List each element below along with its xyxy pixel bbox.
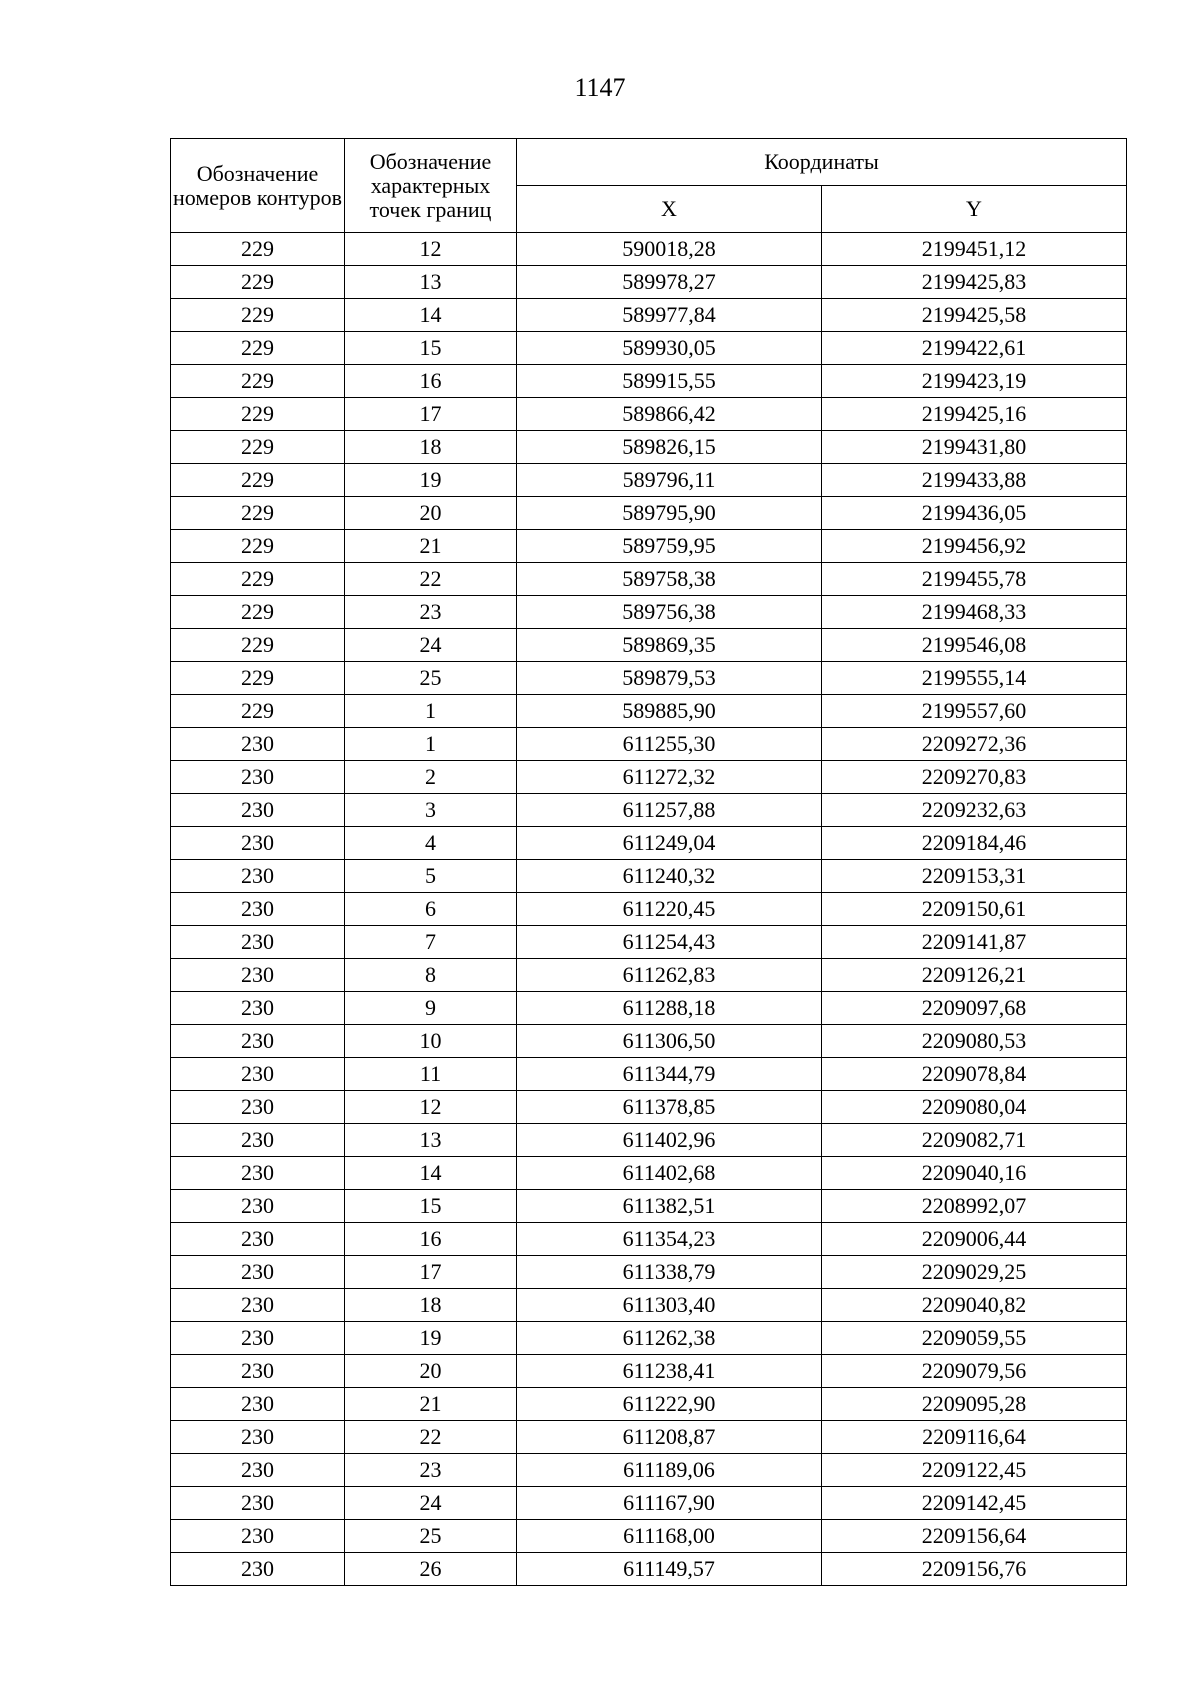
cell-point-number: 12 [345, 233, 517, 266]
cell-y: 2199555,14 [822, 662, 1127, 695]
cell-contour-number: 230 [171, 1091, 345, 1124]
cell-y: 2199425,58 [822, 299, 1127, 332]
table-row [171, 464, 1127, 497]
cell-y: 2209272,36 [822, 728, 1127, 761]
table-body [171, 233, 1127, 1586]
table-row [171, 1190, 1127, 1223]
cell-y: 2209122,45 [822, 1454, 1127, 1487]
cell-x: 589756,38 [517, 596, 822, 629]
cell-contour-number: 230 [171, 761, 345, 794]
cell-x: 589758,38 [517, 563, 822, 596]
coordinates-table [170, 138, 1127, 1586]
table-row [171, 827, 1127, 860]
cell-y: 2209040,16 [822, 1157, 1127, 1190]
table-row [171, 431, 1127, 464]
cell-y: 2209095,28 [822, 1388, 1127, 1421]
table-row [171, 1256, 1127, 1289]
cell-point-number: 1 [345, 728, 517, 761]
table-row [171, 332, 1127, 365]
cell-point-number: 21 [345, 1388, 517, 1421]
cell-point-number: 19 [345, 464, 517, 497]
cell-x: 611382,51 [517, 1190, 822, 1223]
table-row [171, 629, 1127, 662]
cell-x: 589795,90 [517, 497, 822, 530]
cell-x: 611168,00 [517, 1520, 822, 1553]
page-number: 1147 [574, 73, 626, 102]
cell-y: 2199425,16 [822, 398, 1127, 431]
table-row [171, 926, 1127, 959]
cell-point-number: 24 [345, 1487, 517, 1520]
cell-contour-number: 230 [171, 1223, 345, 1256]
table-row [171, 695, 1127, 728]
cell-x: 611255,30 [517, 728, 822, 761]
cell-y: 2199436,05 [822, 497, 1127, 530]
cell-x: 611208,87 [517, 1421, 822, 1454]
cell-contour-number: 230 [171, 827, 345, 860]
cell-point-number: 20 [345, 1355, 517, 1388]
cell-contour-number: 230 [171, 1520, 345, 1553]
cell-x: 589977,84 [517, 299, 822, 332]
cell-point-number: 16 [345, 1223, 517, 1256]
cell-y: 2209059,55 [822, 1322, 1127, 1355]
cell-y: 2199455,78 [822, 563, 1127, 596]
table-row [171, 1289, 1127, 1322]
cell-point-number: 26 [345, 1553, 517, 1586]
cell-y: 2209079,56 [822, 1355, 1127, 1388]
table-row [171, 860, 1127, 893]
cell-point-number: 13 [345, 266, 517, 299]
cell-y: 2199557,60 [822, 695, 1127, 728]
cell-contour-number: 230 [171, 992, 345, 1025]
cell-x: 611354,23 [517, 1223, 822, 1256]
cell-x: 611262,38 [517, 1322, 822, 1355]
cell-x: 611189,06 [517, 1454, 822, 1487]
cell-point-number: 7 [345, 926, 517, 959]
cell-y: 2209040,82 [822, 1289, 1127, 1322]
cell-contour-number: 230 [171, 1058, 345, 1091]
cell-x: 611378,85 [517, 1091, 822, 1124]
cell-x: 611262,83 [517, 959, 822, 992]
cell-contour-number: 229 [171, 233, 345, 266]
cell-contour-number: 230 [171, 1322, 345, 1355]
cell-y: 2199468,33 [822, 596, 1127, 629]
cell-contour-number: 229 [171, 530, 345, 563]
cell-contour-number: 230 [171, 1355, 345, 1388]
header-coordinates: Координаты [517, 139, 1127, 186]
cell-point-number: 17 [345, 1256, 517, 1289]
cell-y: 2199423,19 [822, 365, 1127, 398]
cell-point-number: 10 [345, 1025, 517, 1058]
cell-point-number: 9 [345, 992, 517, 1025]
cell-contour-number: 230 [171, 1553, 345, 1586]
cell-contour-number: 229 [171, 662, 345, 695]
cell-contour-number: 229 [171, 497, 345, 530]
table-row [171, 299, 1127, 332]
cell-contour-number: 229 [171, 365, 345, 398]
table-row [171, 1157, 1127, 1190]
cell-y: 2209156,64 [822, 1520, 1127, 1553]
cell-x: 611167,90 [517, 1487, 822, 1520]
cell-contour-number: 230 [171, 860, 345, 893]
cell-contour-number: 230 [171, 1124, 345, 1157]
cell-y: 2199431,80 [822, 431, 1127, 464]
cell-x: 589826,15 [517, 431, 822, 464]
cell-point-number: 13 [345, 1124, 517, 1157]
cell-x: 611344,79 [517, 1058, 822, 1091]
table-row [171, 1355, 1127, 1388]
cell-y: 2209270,83 [822, 761, 1127, 794]
cell-point-number: 22 [345, 1421, 517, 1454]
cell-contour-number: 229 [171, 695, 345, 728]
cell-contour-number: 230 [171, 1025, 345, 1058]
cell-contour-number: 230 [171, 1487, 345, 1520]
cell-point-number: 24 [345, 629, 517, 662]
header-contour-number: Обозначение номеров контуров [171, 139, 345, 233]
cell-point-number: 14 [345, 299, 517, 332]
table-row [171, 1421, 1127, 1454]
cell-contour-number: 230 [171, 1289, 345, 1322]
cell-contour-number: 229 [171, 563, 345, 596]
table-row [171, 596, 1127, 629]
cell-contour-number: 229 [171, 299, 345, 332]
cell-contour-number: 229 [171, 431, 345, 464]
cell-point-number: 8 [345, 959, 517, 992]
cell-y: 2199433,88 [822, 464, 1127, 497]
cell-x: 611254,43 [517, 926, 822, 959]
cell-x: 611338,79 [517, 1256, 822, 1289]
cell-y: 2208992,07 [822, 1190, 1127, 1223]
cell-x: 611402,68 [517, 1157, 822, 1190]
cell-point-number: 20 [345, 497, 517, 530]
cell-y: 2209150,61 [822, 893, 1127, 926]
cell-point-number: 15 [345, 1190, 517, 1223]
cell-point-number: 23 [345, 596, 517, 629]
cell-x: 589759,95 [517, 530, 822, 563]
cell-x: 611149,57 [517, 1553, 822, 1586]
cell-x: 589866,42 [517, 398, 822, 431]
cell-point-number: 12 [345, 1091, 517, 1124]
cell-contour-number: 230 [171, 1190, 345, 1223]
cell-x: 589869,35 [517, 629, 822, 662]
cell-y: 2209097,68 [822, 992, 1127, 1025]
table-row [171, 1091, 1127, 1124]
table-row [171, 959, 1127, 992]
cell-y: 2209141,87 [822, 926, 1127, 959]
cell-contour-number: 230 [171, 893, 345, 926]
cell-point-number: 5 [345, 860, 517, 893]
cell-x: 590018,28 [517, 233, 822, 266]
cell-point-number: 15 [345, 332, 517, 365]
cell-y: 2209126,21 [822, 959, 1127, 992]
cell-contour-number: 230 [171, 1256, 345, 1289]
cell-point-number: 11 [345, 1058, 517, 1091]
cell-y: 2209082,71 [822, 1124, 1127, 1157]
table-row [171, 1388, 1127, 1421]
table-header [171, 139, 1127, 233]
cell-point-number: 4 [345, 827, 517, 860]
table-row [171, 233, 1127, 266]
cell-point-number: 6 [345, 893, 517, 926]
cell-x: 611222,90 [517, 1388, 822, 1421]
table-row [171, 662, 1127, 695]
cell-y: 2199456,92 [822, 530, 1127, 563]
cell-y: 2209116,64 [822, 1421, 1127, 1454]
cell-contour-number: 229 [171, 398, 345, 431]
table-row [171, 1058, 1127, 1091]
cell-x: 589885,90 [517, 695, 822, 728]
cell-x: 589915,55 [517, 365, 822, 398]
cell-x: 611272,32 [517, 761, 822, 794]
cell-point-number: 2 [345, 761, 517, 794]
table-row [171, 1520, 1127, 1553]
cell-point-number: 22 [345, 563, 517, 596]
cell-point-number: 1 [345, 695, 517, 728]
cell-point-number: 25 [345, 662, 517, 695]
cell-x: 589978,27 [517, 266, 822, 299]
cell-y: 2209142,45 [822, 1487, 1127, 1520]
table-row [171, 1487, 1127, 1520]
header-boundary-point: Обозначение характерных точек границ [345, 139, 517, 233]
cell-contour-number: 229 [171, 629, 345, 662]
cell-contour-number: 230 [171, 959, 345, 992]
cell-y: 2209153,31 [822, 860, 1127, 893]
cell-y: 2209078,84 [822, 1058, 1127, 1091]
cell-point-number: 18 [345, 431, 517, 464]
cell-x: 589930,05 [517, 332, 822, 365]
table-row [171, 1454, 1127, 1487]
table-row [171, 761, 1127, 794]
cell-x: 611402,96 [517, 1124, 822, 1157]
cell-contour-number: 230 [171, 1157, 345, 1190]
table-row [171, 1553, 1127, 1586]
cell-x: 589879,53 [517, 662, 822, 695]
cell-point-number: 14 [345, 1157, 517, 1190]
cell-y: 2209080,04 [822, 1091, 1127, 1124]
table-row [171, 1025, 1127, 1058]
table-row [171, 365, 1127, 398]
cell-contour-number: 230 [171, 1388, 345, 1421]
cell-y: 2199451,12 [822, 233, 1127, 266]
cell-x: 611303,40 [517, 1289, 822, 1322]
cell-x: 611257,88 [517, 794, 822, 827]
cell-y: 2199546,08 [822, 629, 1127, 662]
cell-x: 611220,45 [517, 893, 822, 926]
cell-contour-number: 229 [171, 332, 345, 365]
table-row [171, 530, 1127, 563]
table-row [171, 1223, 1127, 1256]
table-row [171, 398, 1127, 431]
cell-x: 611238,41 [517, 1355, 822, 1388]
table-row [171, 893, 1127, 926]
header-x: X [517, 186, 822, 233]
cell-point-number: 3 [345, 794, 517, 827]
table-row [171, 563, 1127, 596]
cell-contour-number: 230 [171, 728, 345, 761]
cell-contour-number: 230 [171, 926, 345, 959]
cell-y: 2209080,53 [822, 1025, 1127, 1058]
cell-x: 611249,04 [517, 827, 822, 860]
cell-point-number: 16 [345, 365, 517, 398]
cell-x: 589796,11 [517, 464, 822, 497]
cell-point-number: 21 [345, 530, 517, 563]
cell-x: 611240,32 [517, 860, 822, 893]
cell-x: 611288,18 [517, 992, 822, 1025]
cell-point-number: 25 [345, 1520, 517, 1553]
table-row [171, 728, 1127, 761]
cell-contour-number: 229 [171, 464, 345, 497]
cell-y: 2199422,61 [822, 332, 1127, 365]
table-row [171, 794, 1127, 827]
cell-y: 2209029,25 [822, 1256, 1127, 1289]
cell-point-number: 19 [345, 1322, 517, 1355]
cell-y: 2209006,44 [822, 1223, 1127, 1256]
cell-point-number: 18 [345, 1289, 517, 1322]
cell-x: 611306,50 [517, 1025, 822, 1058]
cell-y: 2199425,83 [822, 266, 1127, 299]
cell-contour-number: 230 [171, 1421, 345, 1454]
cell-point-number: 17 [345, 398, 517, 431]
table-row [171, 497, 1127, 530]
cell-y: 2209184,46 [822, 827, 1127, 860]
table-row [171, 1124, 1127, 1157]
cell-y: 2209232,63 [822, 794, 1127, 827]
table-row [171, 992, 1127, 1025]
cell-contour-number: 229 [171, 596, 345, 629]
cell-contour-number: 230 [171, 1454, 345, 1487]
cell-contour-number: 230 [171, 794, 345, 827]
table-row [171, 1322, 1127, 1355]
table-row [171, 266, 1127, 299]
cell-y: 2209156,76 [822, 1553, 1127, 1586]
cell-contour-number: 229 [171, 266, 345, 299]
header-y: Y [822, 186, 1127, 233]
cell-point-number: 23 [345, 1454, 517, 1487]
